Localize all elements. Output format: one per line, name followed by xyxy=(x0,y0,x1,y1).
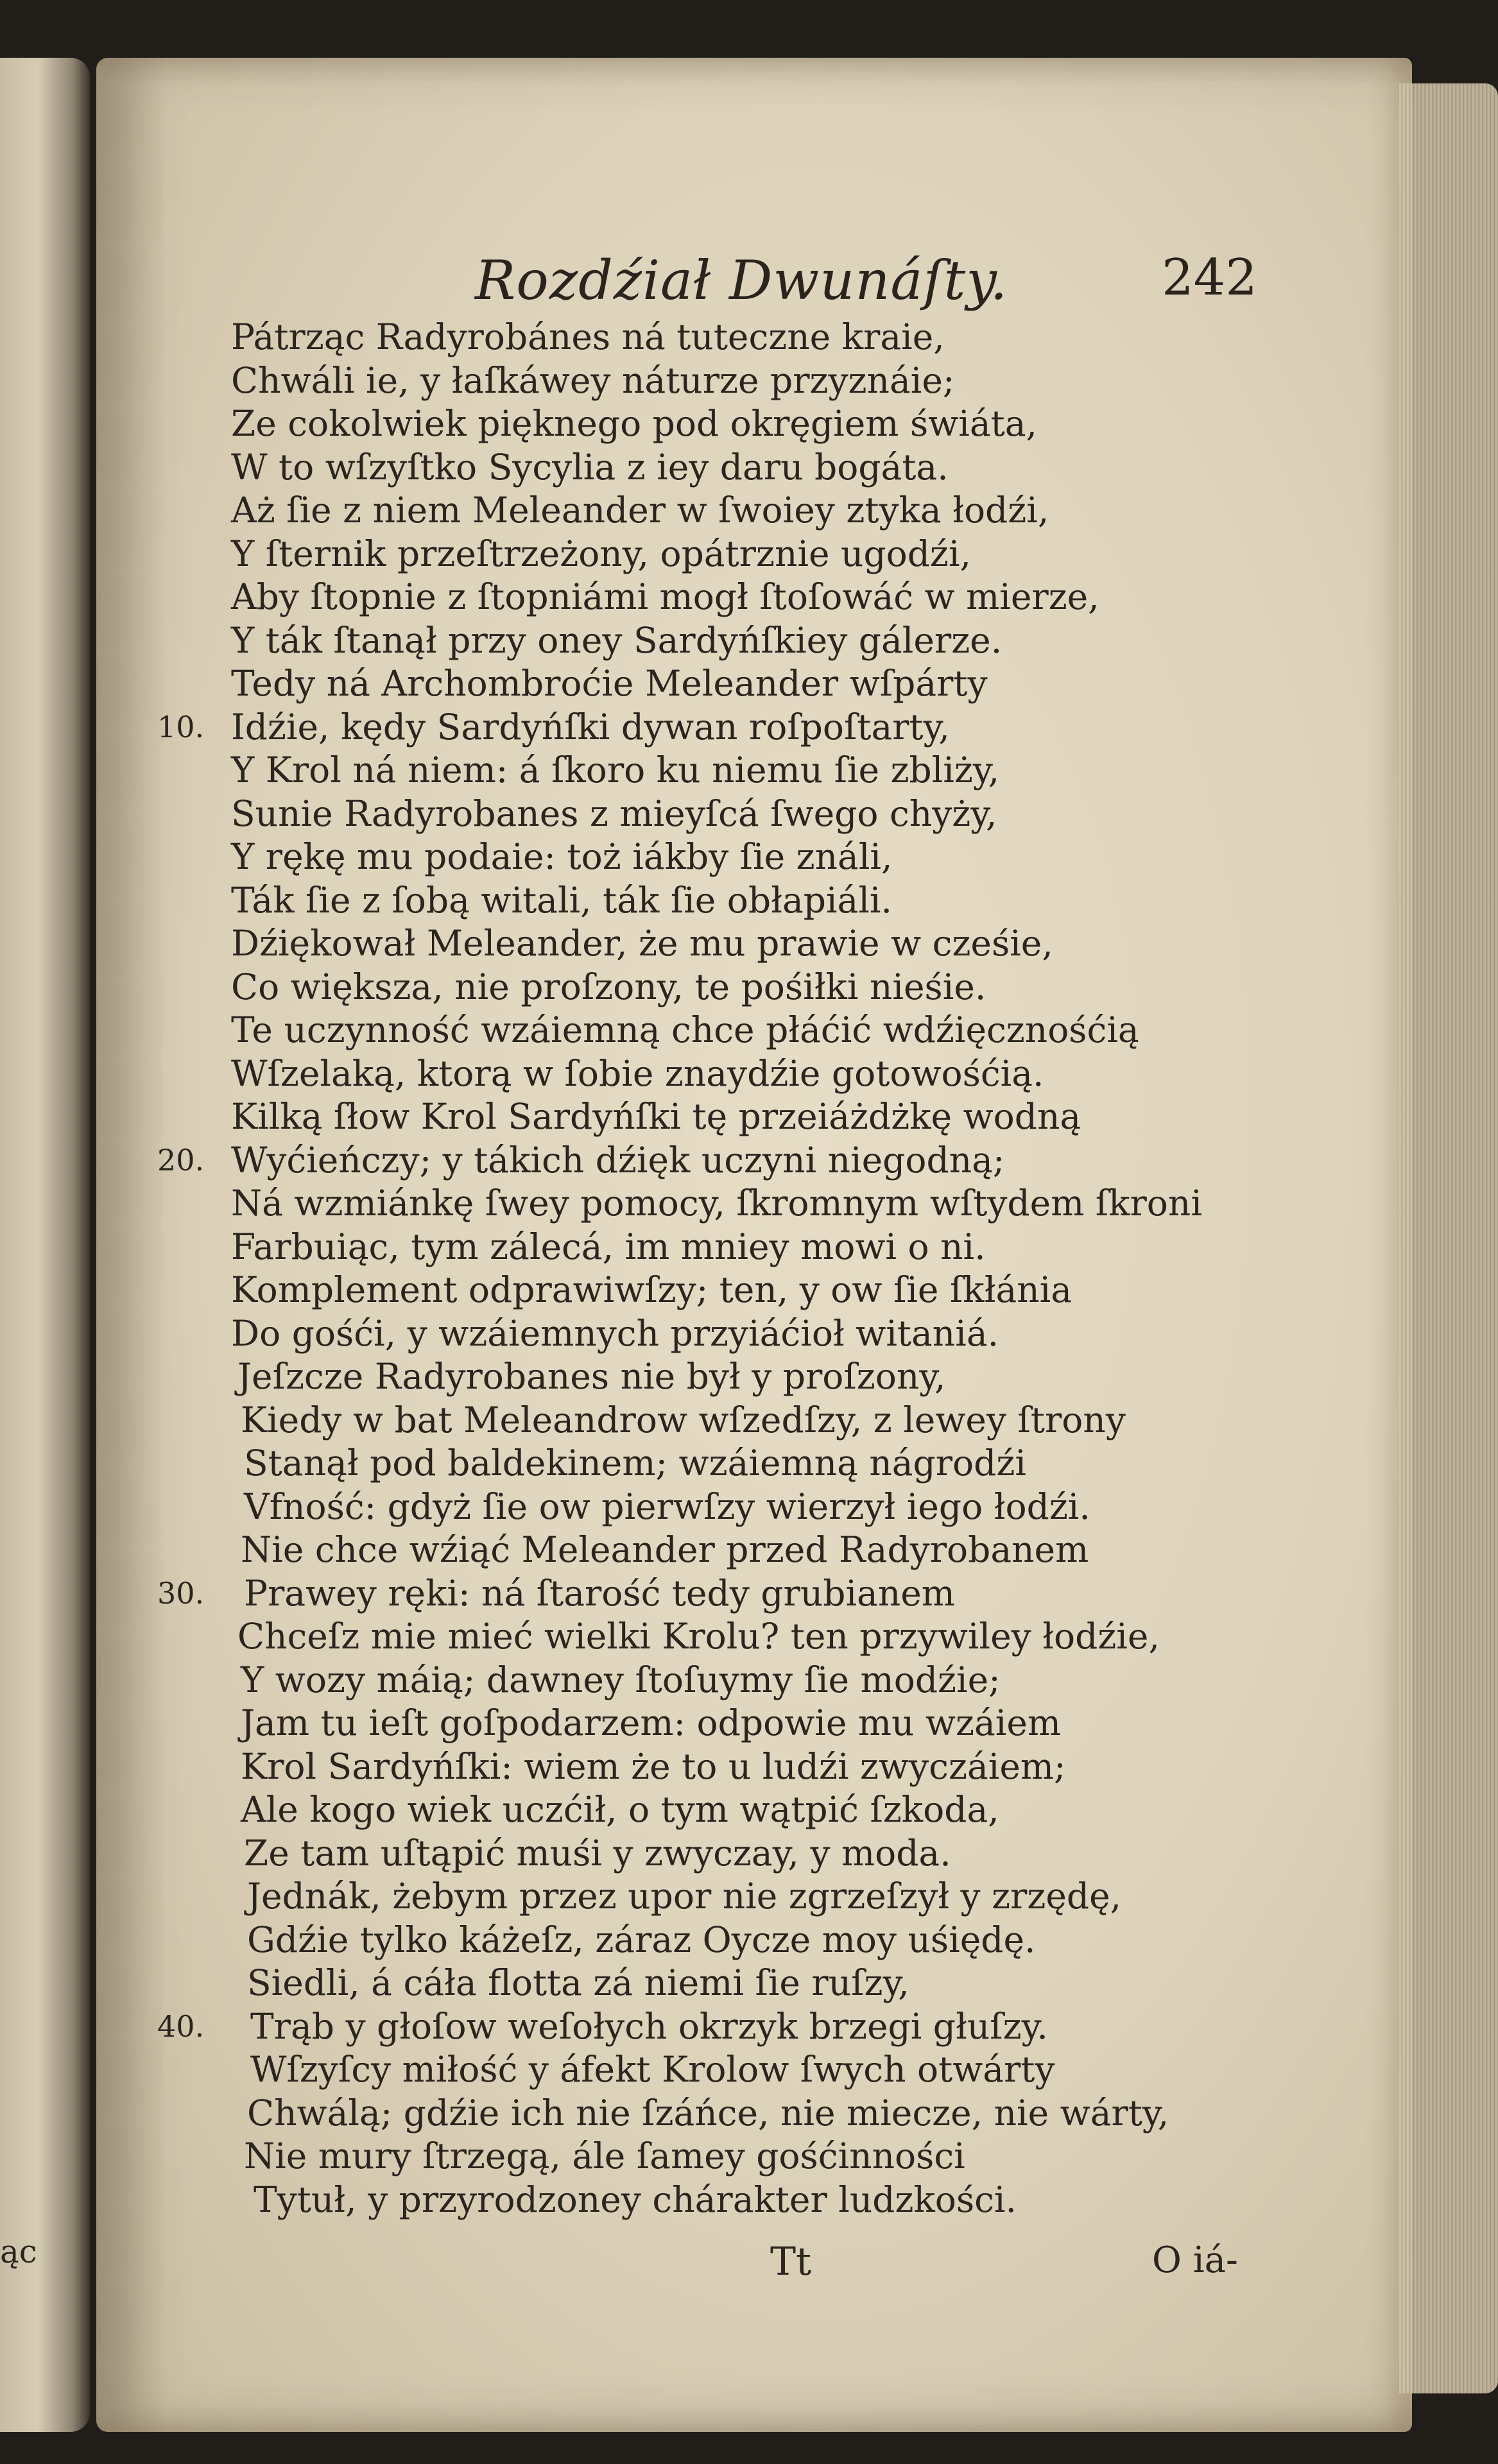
chapter-title: Rozdźiał Dwunáſty. xyxy=(475,249,1008,312)
line-number: 10. xyxy=(157,710,205,744)
verse-line: Aż ſie z niem Meleander w ſwoiey ztyka łodźi, xyxy=(231,490,1049,531)
verse-line: Ale kogo wiek uczćił, o tym wątpić ſzkoda, xyxy=(241,1789,999,1830)
line-number: 30. xyxy=(157,1576,205,1611)
verse-line: Ze tam uſtąpić muśi y zwyczay, y moda. xyxy=(244,1833,951,1874)
verse-line: Jam tu ieſt goſpodarzem: odpowie mu wzáiem xyxy=(241,1702,1062,1743)
verse-line: Do gośći, y wzáiemnych przyiáćioł witaniá. xyxy=(231,1313,999,1354)
verse-line: Y ták ſtanął przy oney Sardyńſkiey gálerze. xyxy=(231,620,1003,661)
verse-line: Wſzyſcy miłość y áfekt Krolow ſwych otwárty xyxy=(250,2049,1055,2090)
verse-line: Vfność: gdyż ſie ow pierwſzy wierzył iego łodźi. xyxy=(244,1486,1090,1527)
verse-line: Aby ſtopnie z ſtopniámi mogł ſtoſowáć w mierze, xyxy=(231,576,1099,617)
verse-line: Idźie, kędy Sardyńſki dywan roſpoſtarty, xyxy=(231,706,950,748)
verse-line: Siedli, á cáła flotta zá niemi ſie ruſzy, xyxy=(247,1962,909,2003)
verse-line: Co większa, nie proſzony, te pośiłki nieśie. xyxy=(231,966,986,1007)
verse-line: Kiedy w bat Meleandrow wſzedſzy, z lewey ſtrony xyxy=(241,1399,1126,1441)
verse-line: Tedy ná Archombroćie Meleander wſpárty xyxy=(231,663,988,704)
verse-line: Tytuł, y przyrodzoney chárakter ludzkości. xyxy=(254,2179,1017,2220)
verse-line: Te uczynność wzáiemną chce płáćić wdźięcznośćią xyxy=(231,1009,1139,1050)
left-page-fragment: ąc xyxy=(0,2233,37,2270)
verse-line: Pátrząc Radyrobánes ná tuteczne kraie, xyxy=(231,316,945,357)
verse-line: Ták ſie z ſobą witali, ták ſie obłapiáli. xyxy=(231,880,892,921)
verse-line: Stanął pod baldekinem; wzáiemną nágrodźi xyxy=(244,1442,1026,1484)
verse-line: Nie mury ſtrzegą, ále ſamey gośćinności xyxy=(244,2135,965,2177)
line-number: 20. xyxy=(157,1143,205,1177)
verse-block xyxy=(0,316,1498,2241)
verse-line: Komplement odprawiwſzy; ten, y ow ſie ſkłánia xyxy=(231,1269,1072,1310)
signature-mark: Tt xyxy=(770,2239,812,2284)
verse-line: Y ſternik przeſtrzeżony, opátrznie ugodźi, xyxy=(231,533,971,574)
verse-line: Nie chce wźiąć Meleander przed Radyrobanem xyxy=(241,1529,1089,1570)
verse-line: Gdźie tylko káżeſz, záraz Oycze moy uśiędę. xyxy=(247,1919,1036,1960)
verse-line: Sunie Radyrobanes z mieyſcá ſwego chyży, xyxy=(231,793,997,834)
verse-line: Y Krol ná niem: á ſkoro ku niemu ſie zbliży, xyxy=(231,749,1000,791)
verse-line: Ná wzmiánkę ſwey pomocy, ſkromnym wſtydem ſkroni xyxy=(231,1183,1202,1224)
page-footer xyxy=(0,2239,1498,2297)
verse-line: Y rękę mu podaie: toż iákby ſie ználi, xyxy=(231,836,893,877)
line-number: 40. xyxy=(157,2009,205,2044)
running-head xyxy=(0,249,1498,320)
verse-line: Wſzelaką, ktorą w ſobie znaydźie gotowośćią. xyxy=(231,1053,1044,1094)
verse-line: Chceſz mie mieć wielki Krolu? ten przywiley łodźie, xyxy=(237,1616,1160,1657)
verse-line: Y wozy máią; dawney ſtoſuymy ſie modźie; xyxy=(241,1659,1001,1700)
verse-line: Trąb y głoſow weſołych okrzyk brzegi głuſzy. xyxy=(250,2006,1048,2047)
verse-line: Farbuiąc, tym zálecá, im mniey mowi o ni. xyxy=(231,1226,986,1267)
page-number: 242 xyxy=(1162,249,1257,307)
catchword: O iá- xyxy=(1152,2239,1238,2281)
verse-line: Krol Sardyńſki: wiem że to u ludźi zwyczáiem; xyxy=(241,1746,1066,1787)
verse-line: Jednák, żebym przez upor nie zgrzeſzył y zrzędę, xyxy=(247,1876,1122,1917)
verse-line: Prawey ręki: ná ſtarość tedy grubianem xyxy=(244,1573,955,1614)
verse-line: Chwálą; gdźie ich nie ſzáńce, nie miecze, nie wárty, xyxy=(247,2092,1169,2134)
verse-line: W to wſzyſtko Sycylia z iey daru bogáta. xyxy=(231,447,949,488)
verse-line: Ze cokolwiek pięknego pod okręgiem świáta, xyxy=(231,403,1038,444)
verse-line: Dźiękował Meleander, że mu prawie w cześie, xyxy=(231,923,1053,964)
verse-line: Chwáli ie, y łaſkáwey náturze przyznáie; xyxy=(231,360,955,401)
verse-line: Wyćieńczy; y tákich dźięk uczyni niegodną; xyxy=(231,1140,1005,1181)
verse-line: Kilką ſłow Krol Sardyńſki tę przeiáżdżkę wodną xyxy=(231,1096,1081,1137)
verse-line: Jeſzcze Radyrobanes nie był y proſzony, xyxy=(237,1356,946,1397)
